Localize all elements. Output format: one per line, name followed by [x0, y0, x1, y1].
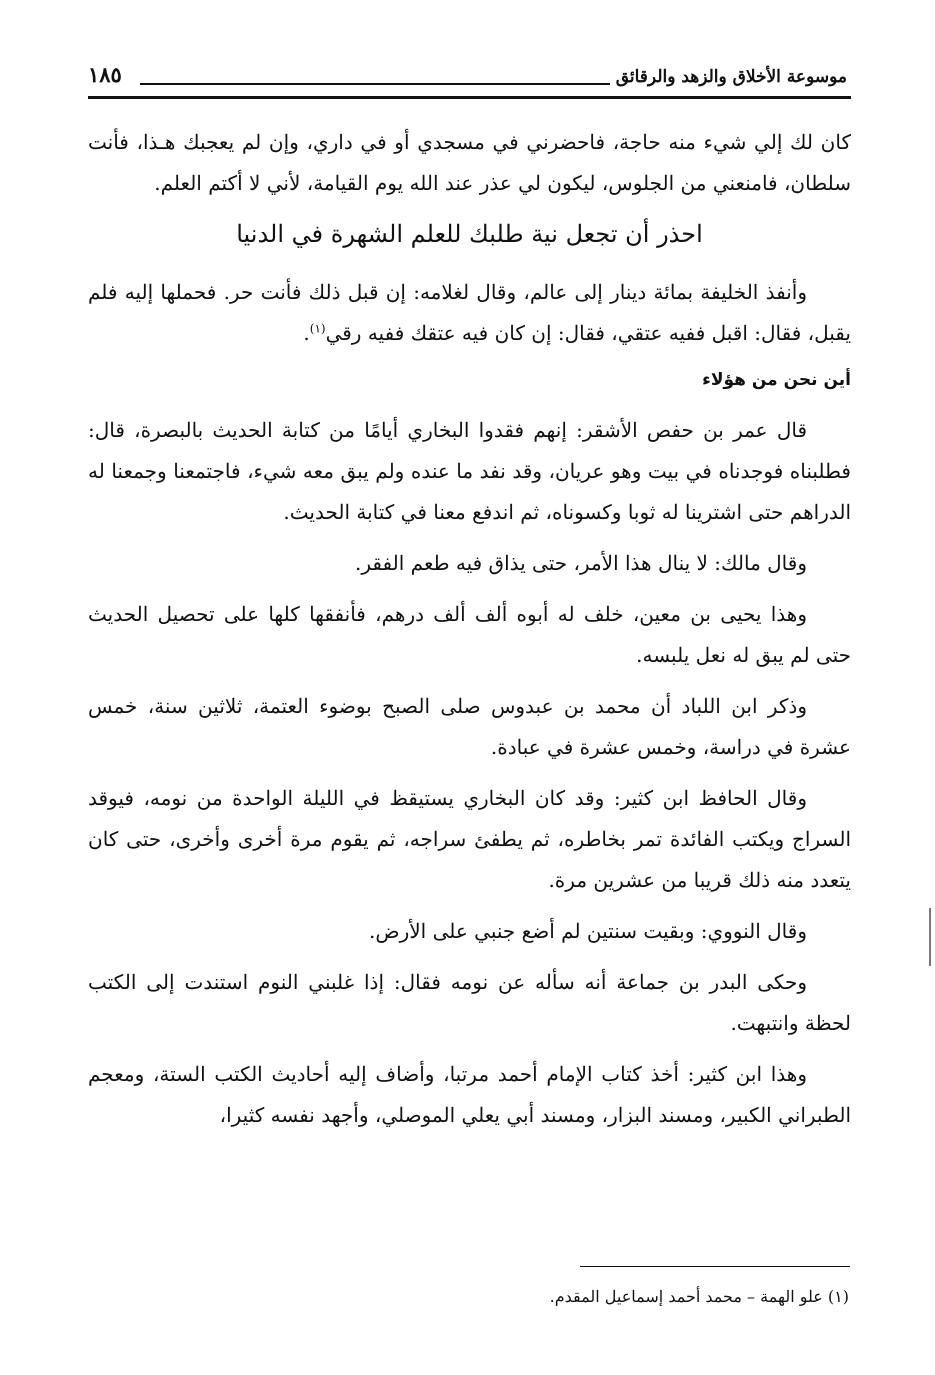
book-title: موسوعة الأخلاق والزهد والرقائق	[615, 67, 847, 87]
paragraph-badr: وحكى البدر بن جماعة أنه سأله عن نومه فقال: إذا غلبني النوم استندت إلى الكتب لحظة وانتبهت.	[88, 970, 851, 1035]
header-rule	[88, 96, 851, 99]
paragraph-caliph-text: وأنفذ الخليفة بمائة دينار إلى عالم، وقال لغلامه: إن قبل ذلك فأنت حر. فحملها إليه فلم يقبل، فقال: اقبل ففيه عتقي، فقال: إن كان فيه عتقك ففيه رقي	[88, 280, 851, 345]
header-title-line	[140, 83, 610, 85]
scan-edge-mark	[929, 908, 931, 966]
paragraph-malik: وقال مالك: لا ينال هذا الأمر، حتى يذاق فيه طعم الفقر.	[355, 551, 807, 575]
paragraph-caliph-end: .	[303, 321, 310, 345]
paragraph-ibn-kathir-2: وهذا ابن كثير: أخذ كتاب الإمام أحمد مرتبا، وأضاف إليه أحاديث الكتب الستة، ومعجم الطبراني الكبير، ومسند البزار، ومسند أبي يعلي الموصلي، وأجهد نفسه كثيرا،	[88, 1062, 851, 1127]
sub-heading: أين نحن من هؤلاء	[702, 370, 851, 390]
footnote: (١) علو الهمة – محمد أحمد إسماعيل المقدم.	[549, 1287, 849, 1306]
paragraph-intro: كان لك إلي شيء منه حاجة، فاحضرني في مسجدي أو في داري، وإن لم يعجبك هـذا، فأنت سلطان، فامنعني من الجلوس، ليكون لي عذر عند الله يوم القيامة، لأني لا أكتم العلم.	[88, 130, 851, 195]
section-heading: احذر أن تجعل نية طلبك للعلم الشهرة في الدنيا	[236, 220, 703, 248]
footnote-reference: (١)	[309, 321, 326, 336]
paragraph-bukhari: قال عمر بن حفص الأشقر: إنهم فقدوا البخاري أيامًا من كتابة الحديث بالبصرة، قال: فطلبناه فوجدناه في بيت وهو عريان، وقد نفد ما عنده ولم يبق معه شيء، فاجتمعنا وجمعنا له الدراهم حتى اشترينا له ثوبا وكسوناه، ثم اندفع معنا في كتابة الحديث.	[88, 418, 851, 524]
page-number: ١٨٥	[88, 62, 122, 87]
paragraph-caliph	[88, 272, 851, 354]
paragraph-ibn-allabbad: وذكر ابن اللباد أن محمد بن عبدوس صلى الصبح بوضوء العتمة، ثلاثين سنة، خمس عشرة في دراسة، وخمس عشرة في عبادة.	[88, 694, 851, 759]
paragraph-ibn-kathir-1: وقال الحافظ ابن كثير: وقد كان البخاري يستيقظ في الليلة الواحدة من نومه، فيوقد السراج ويكتب الفائدة تمر بخاطره، ثم يطفئ سراجه، ثم يقوم مرة أخرى وأخرى، حتى كان يتعدد منه ذلك قريبا من عشرين مرة.	[88, 786, 851, 892]
footnote-separator	[580, 1266, 850, 1267]
paragraph-nawawi: وقال النووي: وبقيت سنتين لم أضع جنبي على الأرض.	[369, 919, 807, 943]
page-header	[88, 58, 851, 98]
page-body	[88, 122, 851, 1146]
paragraph-yahya: وهذا يحيى بن معين، خلف له أبوه ألف ألف درهم، فأنفقها كلها على تحصيل الحديث حتى لم يبق له نعل يلبسه.	[88, 602, 851, 667]
